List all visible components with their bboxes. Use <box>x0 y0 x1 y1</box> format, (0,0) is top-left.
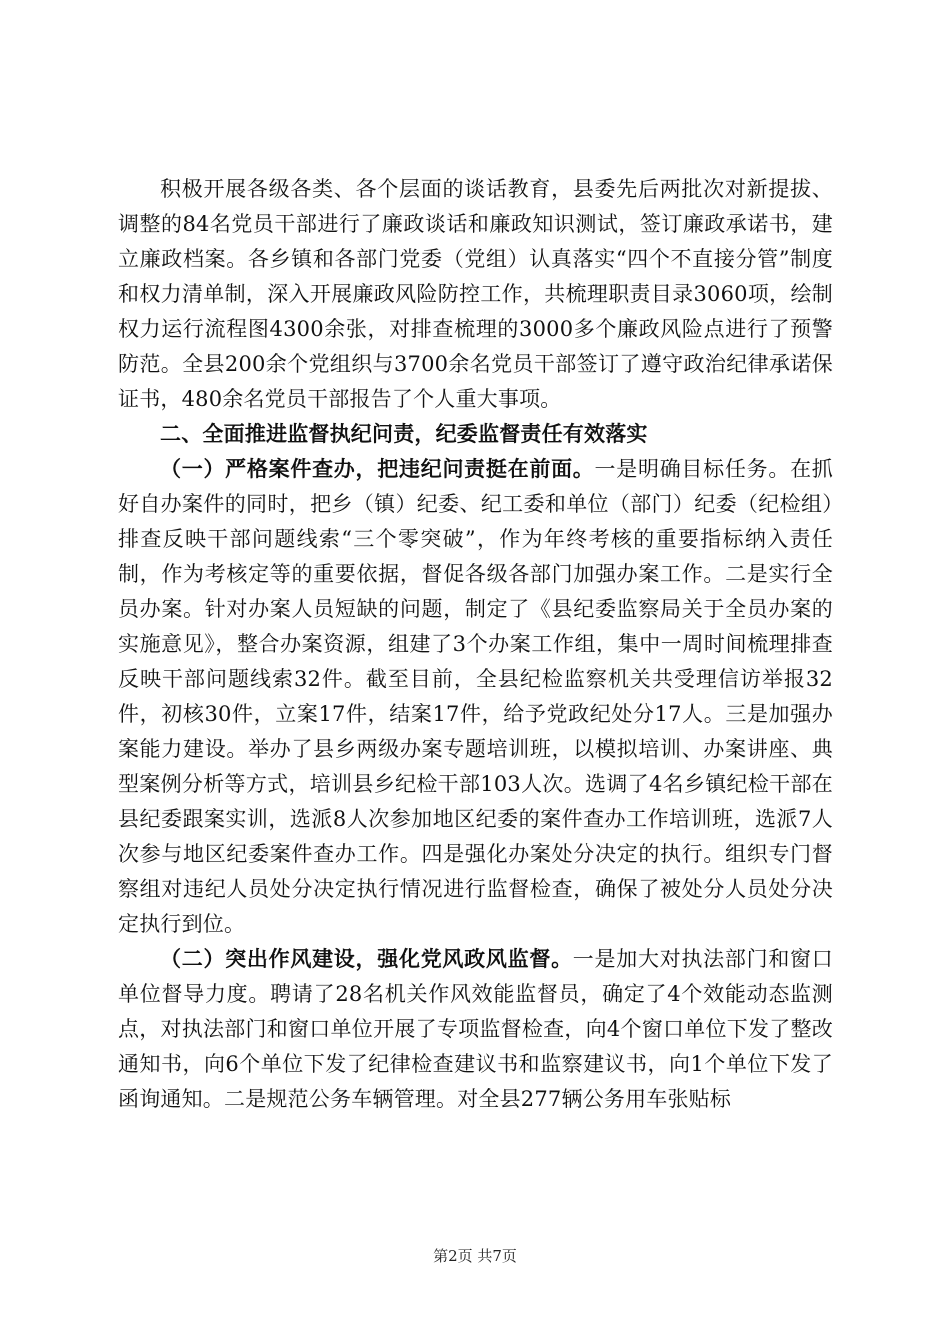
paragraph-case-handling <box>118 452 833 942</box>
page-number: 第2页 共7页 <box>433 1247 517 1265</box>
section-heading-2: 二、全面推进监督执纪问责，纪委监督责任有效落实 <box>160 422 648 446</box>
document-body <box>118 172 833 1117</box>
paragraph-text: 积极开展各级各类、各个层面的谈话教育，县委先后两批次对新提拔、调整的84名党员干部进行了廉政谈话和廉政知识测试，签订廉政承诺书，建立廉政档案。各乡镇和各部门党委（党组）认真落实“四个不直接分管”制度和权力清单制，深入开展廉政风险防控工作，共梳理职责目录3060项，绘制权力运行流程图4300余张，对排查梳理的3000多个廉政风险点进行了预警防范。全县200余个党组织与3700余名党员干部签订了遵守政治纪律承诺保证书，480余名党员干部报告了个人重大事项。 <box>118 177 833 411</box>
paragraph-text: 一是加大对执法部门和窗口单位督导力度。聘请了28名机关作风效能监督员，确定了4个效能动态监测点，对执法部门和窗口单位开展了专项监督检查，向4个窗口单位下发了整改通知书，向6个单位下发了纪律检查建议书和监察建议书，向1个单位下发了函询通知。二是规范公务车辆管理。对全县277辆公务用车张贴标 <box>118 947 833 1111</box>
paragraph-work-style <box>118 942 833 1117</box>
paragraph-integrity-talks <box>118 172 833 417</box>
subsection-lead-2: （二）突出作风建设，强化党风政风监督。 <box>160 947 573 971</box>
subsection-lead-1: （一）严格案件查办，把违纪问责挺在前面。 <box>160 457 595 481</box>
paragraph-text: 一是明确目标任务。在抓好自办案件的同时，把乡（镇）纪委、纪工委和单位（部门）纪委（纪检组）排查反映干部问题线索“三个零突破”，作为年终考核的重要指标纳入责任制，作为考核定等的重要依据，督促各级各部门加强办案工作。二是实行全员办案。针对办案人员短缺的问题，制定了《县纪委监察局关于全员办案的实施意见》，整合办案资源，组建了3个办案工作组，集中一周时间梳理排查反映干部问题线索32件。截至目前，全县纪检监察机关共受理信访举报32件，初核30件，立案17件，结案17件，给予党政纪处分17人。三是加强办案能力建设。举办了县乡两级办案专题培训班，以模拟培训、办案讲座、典型案例分析等方式，培训县乡纪检干部103人次。选调了4名乡镇纪检干部在县纪委跟案实训，选派8人次参加地区纪委的案件查办工作培训班，选派7人次参与地区纪委案件查办工作。四是强化办案处分决定的执行。组织专门督察组对违纪人员处分决定执行情况进行监督检查，确保了被处分人员处分决定执行到位。 <box>118 457 833 936</box>
